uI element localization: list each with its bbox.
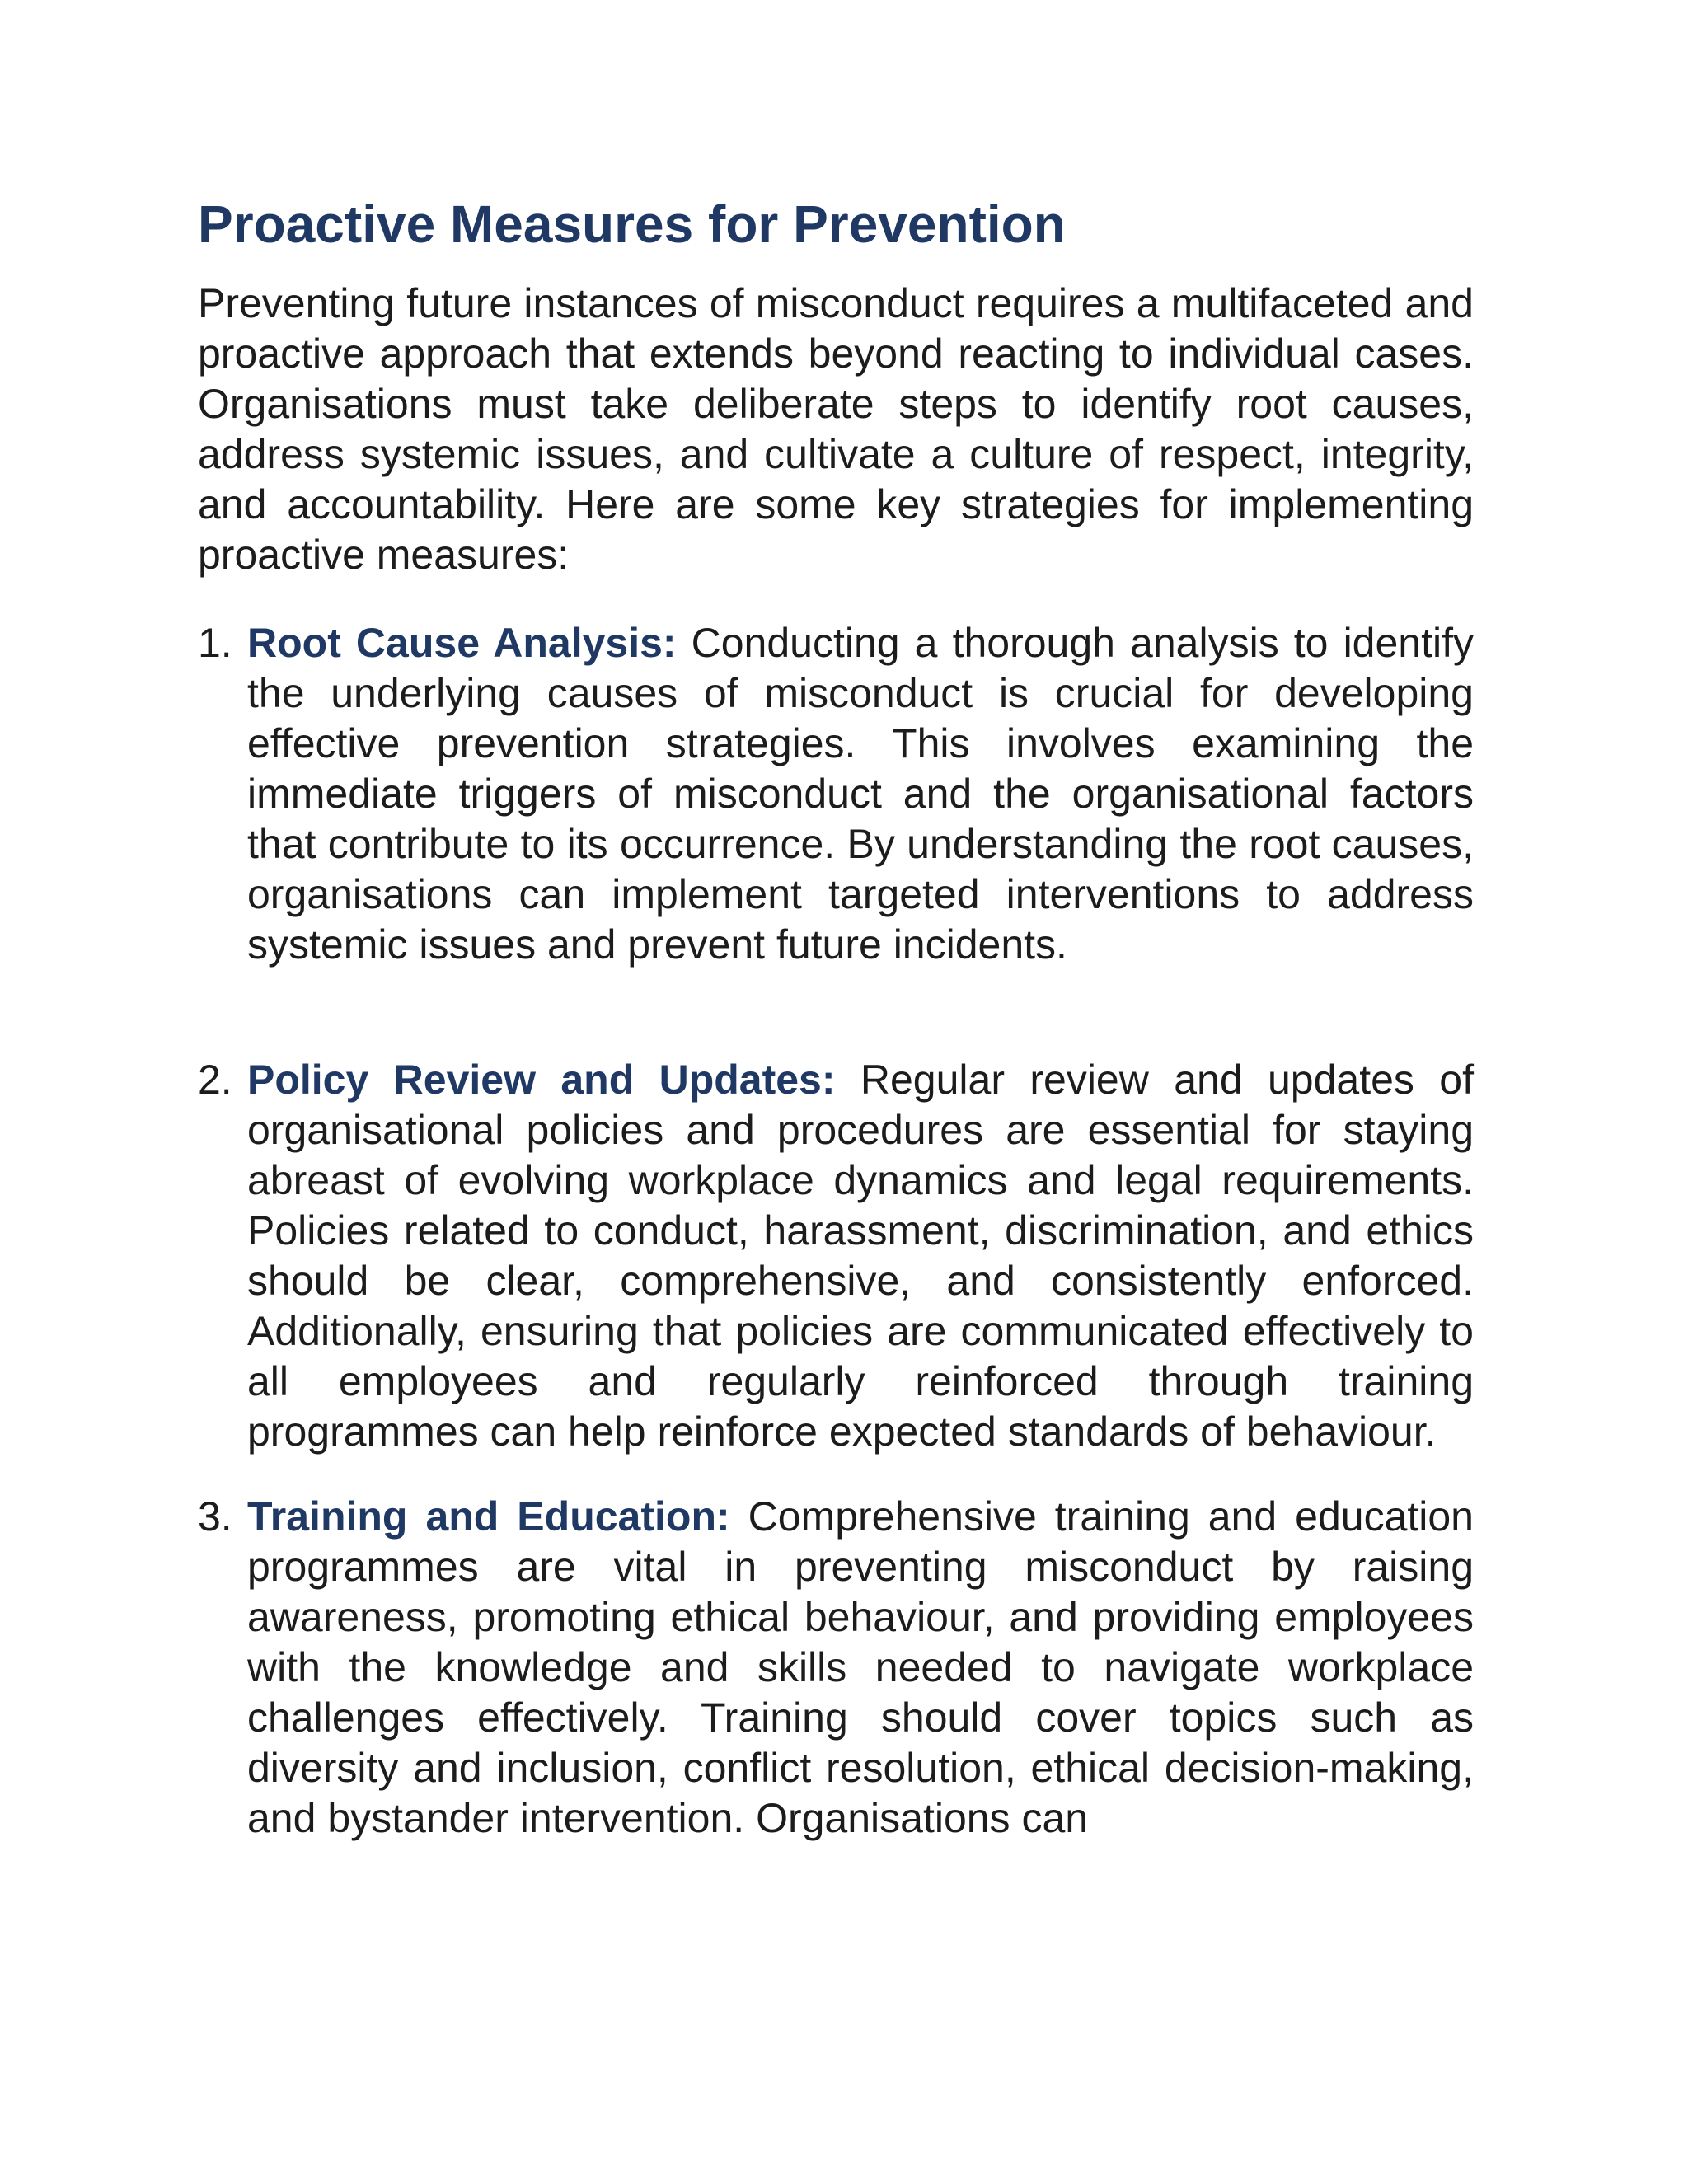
page-title: Proactive Measures for Prevention bbox=[198, 194, 1066, 254]
item-number: 2. bbox=[198, 1056, 232, 1103]
item-number: 1. bbox=[198, 619, 232, 666]
item-text: Comprehensive training and education programmes are vital in preventing misconduct by raising awareness, promoting ethical behaviour, and providing employees with the knowledge and skills needed to navigate workplace challenges effectively. Training should cover topics such as diversity and inclusion, conflict resolution, ethical decision-making, and bystander intervention. Organisations can bbox=[247, 1493, 1474, 1841]
item-heading: Training and Education: bbox=[247, 1493, 748, 1540]
item-text: Regular review and updates of organisational policies and procedures are essential for staying abreast of evolving workplace dynamics and legal requirements. Policies related to conduct, harassment, discrimination, and ethics should be clear, comprehensive, and consistently enforced. Additionally, ensuring that policies are communicated effectively to all employees and regularly reinforced through training programmes can help reinforce expected standards of behaviour. bbox=[247, 1056, 1474, 1455]
strategy-list bbox=[198, 618, 1474, 1844]
list-item bbox=[198, 1055, 1474, 1457]
document-page bbox=[198, 194, 1474, 1844]
item-heading: Policy Review and Updates: bbox=[247, 1056, 860, 1103]
intro-paragraph: Preventing future instances of misconduct requires a multifaceted and proactive approach that extends beyond reacting to individual cases. Organisations must take deliberate steps to identify root causes, address systemic issues, and cultivate a culture of respect, integrity, and accountability. Here are some key strategies for implementing proactive measures: bbox=[198, 279, 1474, 578]
item-heading: Root Cause Analysis: bbox=[247, 619, 692, 666]
list-item bbox=[198, 1492, 1474, 1844]
list-item bbox=[198, 618, 1474, 970]
item-number: 3. bbox=[198, 1493, 232, 1540]
item-text: Conducting a thorough analysis to identify the underlying causes of misconduct is crucial for developing effective prevention strategies. This involves examining the immediate triggers of misconduct and the organisational factors that contribute to its occurrence. By understanding the root causes, organisations can implement targeted interventions to address systemic issues and prevent future incidents. bbox=[247, 619, 1474, 968]
